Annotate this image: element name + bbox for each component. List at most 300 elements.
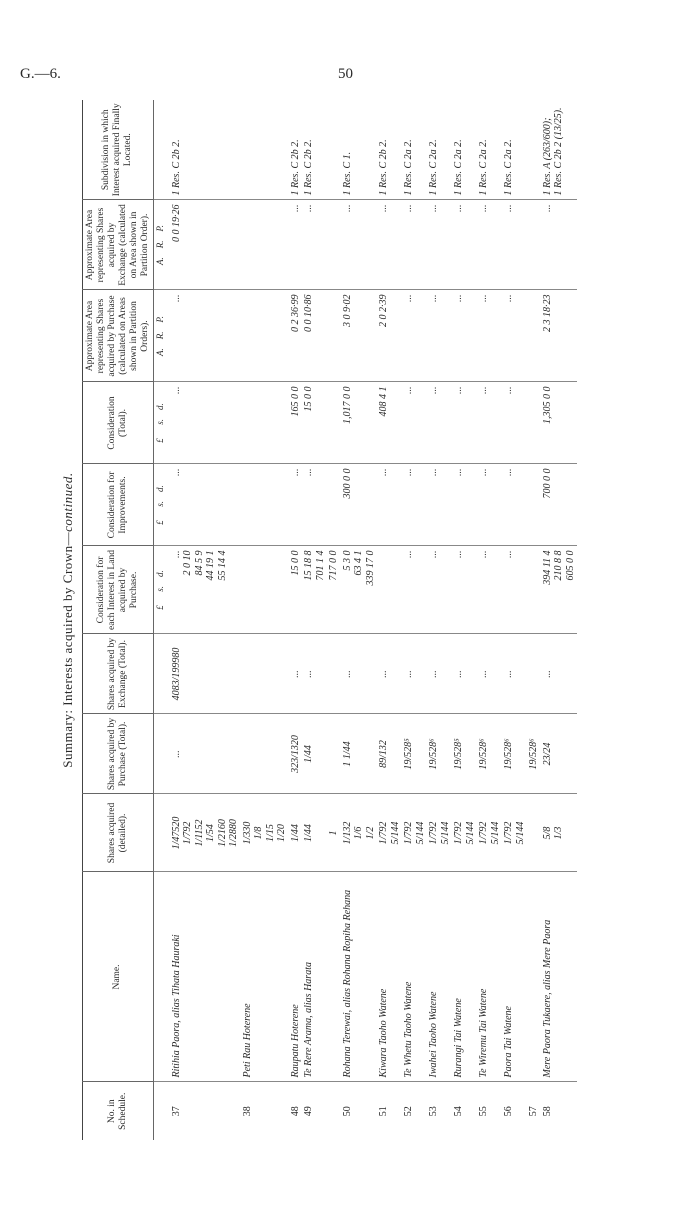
page-number: 50 [338, 66, 353, 82]
cell-shares-detailed [241, 794, 289, 872]
cell-shares-exchange [541, 634, 578, 714]
cell-line: 1/1152 [193, 819, 205, 847]
cell-line: 1 Res. C 2b 2. [170, 139, 182, 196]
cell-shares-exchange [241, 634, 289, 714]
cell-consideration-improvements [241, 464, 289, 546]
cell-line: ... [428, 386, 440, 394]
table-row [502, 100, 527, 1140]
cell-line: 5 3 0 [341, 550, 353, 571]
cell-area-exchange [170, 200, 241, 290]
cell-line: 2 3 18·23 [541, 294, 553, 332]
cell-shares-detailed [427, 794, 452, 872]
cell-schedule-no: 48 [289, 1082, 303, 1140]
table-header-row [83, 100, 154, 1140]
cell-subdivision [327, 100, 341, 200]
cell-consideration-improvements [402, 464, 427, 546]
cell-line: 1/330 [241, 821, 253, 845]
col-header-improvements: Consideration for Improvements. [83, 464, 154, 546]
cell-subdivision [452, 100, 477, 200]
cell-area-exchange [452, 200, 477, 290]
cell-line: 0 0 19·26 [170, 204, 182, 242]
cell-name: Paora Tai Watene [502, 872, 527, 1082]
cell-consideration-total [241, 382, 289, 464]
cell-shares-detailed [477, 794, 502, 872]
cell-consideration-each [452, 546, 477, 634]
table-row [427, 100, 452, 1140]
cell-line: 1 Res. C 1. [341, 151, 353, 196]
cell-line: ... [303, 204, 315, 212]
cell-line: 339 17 0 [364, 550, 376, 586]
cell-consideration-total [541, 382, 578, 464]
cell-line: 1 Res. C 2a 2. [428, 139, 440, 196]
cell-consideration-improvements [427, 464, 452, 546]
cell-line: ... [453, 204, 465, 212]
cell-shares-exchange [427, 634, 452, 714]
cell-consideration-improvements [527, 464, 541, 546]
cell-schedule-no: 56 [502, 1082, 527, 1140]
cell-area-purchase [477, 290, 502, 382]
cell-line: ... [170, 468, 182, 476]
cell-consideration-total [289, 382, 303, 464]
cell-line: 5/144 [464, 821, 476, 845]
cell-line: 19/528⁶ [503, 738, 515, 770]
table-title [60, 100, 82, 1140]
cell-line: 1,017 0 0 [341, 386, 353, 424]
cell-line: ... [170, 550, 182, 558]
cell-consideration-total [477, 382, 502, 464]
cell-line: 89/132 [378, 740, 390, 768]
cell-line: 5/144 [439, 821, 451, 845]
cell-consideration-each [327, 546, 341, 634]
cell-line: 5/144 [489, 821, 501, 845]
cell-shares-detailed [402, 794, 427, 872]
cell-area-exchange [477, 200, 502, 290]
table-row [541, 100, 578, 1140]
cell-line: 19/528⁵ [453, 738, 465, 770]
cell-line: 700 0 0 [541, 468, 553, 499]
cell-consideration-each [302, 546, 327, 634]
cell-shares-exchange [527, 634, 541, 714]
cell-consideration-each [427, 546, 452, 634]
cell-line: ... [478, 204, 490, 212]
cell-shares-purchase [170, 714, 241, 794]
cell-line: 1/132 [341, 821, 353, 845]
unit-money-each: £ s. d. [153, 546, 170, 634]
unit-area-purchase: A. R. P. [153, 290, 170, 382]
cell-consideration-each [402, 546, 427, 634]
cell-consideration-each [289, 546, 303, 634]
cell-line: 1/54 [205, 824, 217, 842]
cell-line: 1 Res. C 2a 2. [403, 139, 415, 196]
cell-shares-detailed [527, 794, 541, 872]
units-row [153, 100, 170, 1140]
cell-subdivision [302, 100, 327, 200]
cell-area-purchase [427, 290, 452, 382]
cell-area-purchase [327, 290, 341, 382]
cell-line: ... [341, 670, 353, 678]
cell-shares-exchange [502, 634, 527, 714]
cell-line: ... [503, 670, 515, 678]
cell-area-purchase [302, 290, 327, 382]
cell-line: 0 0 10·86 [303, 294, 315, 332]
cell-line: 1/792 [378, 821, 390, 845]
table-title-main: Summary: Interests acquired by Crown— [60, 531, 75, 768]
cell-consideration-improvements [302, 464, 327, 546]
cell-consideration-total [402, 382, 427, 464]
cell-consideration-total [452, 382, 477, 464]
cell-line: ... [170, 386, 182, 394]
cell-line: 5/144 [389, 821, 401, 845]
cell-line: 84 5 9 [193, 550, 205, 576]
col-header-total: Consideration (Total). [83, 382, 154, 464]
cell-line: 5/144 [414, 821, 426, 845]
cell-line: 2 0 10 [182, 550, 194, 576]
cell-consideration-total [302, 382, 327, 464]
cell-shares-purchase [302, 714, 327, 794]
cell-line: 408 4 1 [378, 386, 390, 417]
cell-name: Ritihia Paora, alias Tihata Hauraki [170, 872, 241, 1082]
cell-line: ... [453, 670, 465, 678]
cell-line: 1/792 [453, 821, 465, 845]
cell-schedule-no: 49 [302, 1082, 327, 1140]
cell-line: ... [403, 294, 415, 302]
cell-shares-detailed [170, 794, 241, 872]
table-row [302, 100, 327, 1140]
cell-line: ... [403, 550, 415, 558]
cell-consideration-each [527, 546, 541, 634]
cell-line: 1 Res. C 2a 2. [453, 139, 465, 196]
cell-subdivision [477, 100, 502, 200]
col-header-exchange: Shares acquired by Exchange (Total). [83, 634, 154, 714]
cell-shares-purchase [241, 714, 289, 794]
cell-line: 19/528⁶ [478, 738, 490, 770]
cell-name: Kiwara Taoho Watene [377, 872, 402, 1082]
cell-line: ... [428, 294, 440, 302]
cell-line: ... [428, 670, 440, 678]
cell-schedule-no: 38 [241, 1082, 289, 1140]
table-row [289, 100, 303, 1140]
cell-area-purchase [527, 290, 541, 382]
table-row [170, 100, 241, 1140]
cell-line: ... [453, 294, 465, 302]
cell-subdivision [341, 100, 378, 200]
cell-subdivision [170, 100, 241, 200]
cell-shares-exchange [341, 634, 378, 714]
cell-line: ... [403, 204, 415, 212]
cell-schedule-no: 52 [402, 1082, 427, 1140]
cell-area-exchange [541, 200, 578, 290]
cell-consideration-total [502, 382, 527, 464]
cell-line: 300 0 0 [341, 468, 353, 499]
cell-shares-detailed [302, 794, 327, 872]
cell-line: ... [503, 550, 515, 558]
cell-line: 1 Res. C 2a 2. [503, 139, 515, 196]
cell-shares-purchase [402, 714, 427, 794]
cell-name: Rohana Terewai, alias Rohana Ropiha Rehana [341, 872, 378, 1082]
col-header-purchase: Shares acquired by Purchase (Total). [83, 714, 154, 794]
cell-area-purchase [402, 290, 427, 382]
cell-line: 1/44 [303, 745, 315, 763]
cell-name: Iwahei Taoho Watene [427, 872, 452, 1082]
cell-subdivision [427, 100, 452, 200]
cell-shares-exchange [377, 634, 402, 714]
cell-area-purchase [170, 290, 241, 382]
cell-line: 323/1320 [289, 735, 301, 773]
cell-consideration-total [327, 382, 341, 464]
cell-line: ... [478, 468, 490, 476]
cell-area-purchase [289, 290, 303, 382]
table-row [341, 100, 378, 1140]
cell-shares-exchange [289, 634, 303, 714]
cell-area-purchase [341, 290, 378, 382]
cell-line: ... [478, 386, 490, 394]
cell-area-purchase [452, 290, 477, 382]
cell-subdivision [289, 100, 303, 200]
cell-line: ... [428, 204, 440, 212]
table-row [477, 100, 502, 1140]
cell-line: 1/792 [428, 821, 440, 845]
cell-line: 1/2880 [228, 819, 240, 847]
cell-line: ... [541, 204, 553, 212]
cell-line: 1/20 [276, 824, 288, 842]
cell-name: Te Whetu Taoho Watene [402, 872, 427, 1082]
cell-name: Rurangi Tai Watene [452, 872, 477, 1082]
cell-line: 63 4 1 [353, 550, 365, 576]
cell-line: 4083/199980 [170, 647, 182, 701]
cell-line: ... [453, 468, 465, 476]
cell-line: 1/6 [353, 826, 365, 840]
cell-shares-purchase [341, 714, 378, 794]
cell-consideration-improvements [477, 464, 502, 546]
cell-line: ... [403, 386, 415, 394]
cell-area-exchange [402, 200, 427, 290]
cell-line: 23/24 [541, 742, 553, 766]
unit-area-exchange: A. R. P. [153, 200, 170, 290]
cell-consideration-improvements [170, 464, 241, 546]
cell-shares-detailed [341, 794, 378, 872]
col-header-name: Name. [83, 872, 154, 1082]
cell-line: 1/792 [403, 821, 415, 845]
cell-area-exchange [527, 200, 541, 290]
cell-line: ... [341, 204, 353, 212]
cell-shares-exchange [170, 634, 241, 714]
col-header-each: Consideration for each Interest in Land acquired by Purchase. [83, 546, 154, 634]
cell-line: ... [403, 468, 415, 476]
cell-line: 44 19 1 [205, 550, 217, 581]
cell-area-exchange [341, 200, 378, 290]
cell-line: 165 0 0 [289, 386, 301, 417]
rotated-summary-table-region [60, 100, 640, 1140]
cell-shares-detailed [327, 794, 341, 872]
cell-line: ... [289, 204, 301, 212]
cell-schedule-no [327, 1082, 341, 1140]
cell-line: 1/2 [364, 826, 376, 840]
cell-shares-purchase [289, 714, 303, 794]
cell-schedule-no: 54 [452, 1082, 477, 1140]
cell-consideration-total [377, 382, 402, 464]
cell-line: ... [303, 468, 315, 476]
cell-area-purchase [502, 290, 527, 382]
cell-consideration-improvements [289, 464, 303, 546]
cell-line: 3 0 9·02 [341, 294, 353, 327]
cell-shares-exchange [452, 634, 477, 714]
cell-name: Raupatu Hoterene [289, 872, 303, 1082]
cell-name [527, 872, 541, 1082]
cell-consideration-improvements [452, 464, 477, 546]
cell-line: ... [378, 468, 390, 476]
interests-table [82, 100, 577, 1140]
table-row [327, 100, 341, 1140]
cell-line: ... [478, 294, 490, 302]
cell-consideration-each [477, 546, 502, 634]
cell-line: 1/8 [253, 826, 265, 840]
cell-shares-purchase [427, 714, 452, 794]
cell-line: ... [453, 386, 465, 394]
cell-consideration-each [170, 546, 241, 634]
cell-consideration-each [541, 546, 578, 634]
cell-line: 1 Res. A (263/600); [541, 117, 553, 196]
cell-line: 1,305 0 0 [541, 386, 553, 424]
cell-shares-detailed [289, 794, 303, 872]
cell-shares-purchase [527, 714, 541, 794]
table-row [527, 100, 541, 1140]
cell-consideration-total [427, 382, 452, 464]
cell-schedule-no: 51 [377, 1082, 402, 1140]
cell-area-purchase [377, 290, 402, 382]
cell-line: 701 1 4 [314, 550, 326, 581]
table-row [377, 100, 402, 1140]
cell-shares-exchange [327, 634, 341, 714]
cell-schedule-no: 53 [427, 1082, 452, 1140]
cell-line: 1 Res. C 2b 2 (13/25). [553, 107, 565, 196]
cell-consideration-improvements [327, 464, 341, 546]
cell-line: 605 0 0 [564, 550, 576, 581]
cell-consideration-improvements [341, 464, 378, 546]
cell-schedule-no: 55 [477, 1082, 502, 1140]
unit-money-improve: £ s. d. [153, 464, 170, 546]
cell-line: 1/792 [182, 821, 194, 845]
cell-line: 1/792 [503, 821, 515, 845]
cell-line: 1 1/44 [341, 741, 353, 767]
cell-line: 1/47520 [170, 816, 182, 850]
cell-shares-purchase [541, 714, 578, 794]
cell-line: 5/8 [541, 826, 553, 840]
cell-line: 1 Res. C 2b 2. [378, 139, 390, 196]
cell-subdivision [241, 100, 289, 200]
cell-line: ... [478, 670, 490, 678]
cell-area-purchase [541, 290, 578, 382]
cell-shares-detailed [541, 794, 578, 872]
col-header-area-exchange: Approximate Area representing Shares acquired by Exchange (calculated on Area shown in Partition Order). [83, 200, 154, 290]
cell-line: 1/15 [264, 824, 276, 842]
cell-line: ... [170, 750, 182, 758]
col-header-no: No. in Schedule. [83, 1082, 154, 1140]
cell-line: 15 0 0 [303, 386, 315, 412]
cell-area-exchange [377, 200, 402, 290]
cell-consideration-improvements [377, 464, 402, 546]
cell-shares-purchase [502, 714, 527, 794]
cell-schedule-no: 58 [541, 1082, 578, 1140]
cell-shares-purchase [477, 714, 502, 794]
cell-shares-exchange [477, 634, 502, 714]
table-row [402, 100, 427, 1140]
cell-line: 717 0 0 [328, 550, 340, 581]
cell-name: Te Wiremu Tai Watene [477, 872, 502, 1082]
table-row [452, 100, 477, 1140]
col-header-detailed: Shares acquired (detailed). [83, 794, 154, 872]
cell-line: 1/3 [553, 826, 565, 840]
cell-area-exchange [289, 200, 303, 290]
cell-subdivision [502, 100, 527, 200]
cell-shares-exchange [302, 634, 327, 714]
cell-consideration-each [502, 546, 527, 634]
cell-line: ... [403, 670, 415, 678]
cell-line: ... [503, 386, 515, 394]
cell-name: Peti Rau Hoterene [241, 872, 289, 1082]
cell-shares-purchase [327, 714, 341, 794]
cell-line: 1/2160 [216, 819, 228, 847]
cell-line: 5/144 [514, 821, 526, 845]
cell-line: 1 Res. C 2a 2. [478, 139, 490, 196]
cell-consideration-improvements [541, 464, 578, 546]
table-row [241, 100, 289, 1140]
cell-line: 55 14 4 [216, 550, 228, 581]
cell-consideration-each [377, 546, 402, 634]
cell-line: ... [428, 550, 440, 558]
cell-area-exchange [502, 200, 527, 290]
cell-area-exchange [327, 200, 341, 290]
cell-consideration-each [341, 546, 378, 634]
document-reference: G.—6. [20, 66, 61, 82]
cell-line: ... [378, 204, 390, 212]
table-title-italic: continued. [60, 472, 75, 532]
cell-area-exchange [302, 200, 327, 290]
cell-line: 15 18 8 [303, 550, 315, 581]
cell-consideration-total [170, 382, 241, 464]
cell-name: Mere Paora Tukaere, alias Mere Paora [541, 872, 578, 1082]
cell-line: 394 11 4 [541, 550, 553, 585]
cell-subdivision [377, 100, 402, 200]
cell-line: ... [378, 670, 390, 678]
cell-line: ... [503, 294, 515, 302]
cell-line: 1/792 [478, 821, 490, 845]
cell-schedule-no: 37 [170, 1082, 241, 1140]
cell-line: 19/528⁵ [403, 738, 415, 770]
col-header-subdivision: Subdivision in which Interest acquired Finally Located. [83, 100, 154, 200]
cell-area-exchange [241, 200, 289, 290]
cell-line: ... [428, 468, 440, 476]
cell-shares-purchase [452, 714, 477, 794]
cell-line: 19/528⁶ [428, 738, 440, 770]
cell-line: ... [503, 468, 515, 476]
cell-area-purchase [241, 290, 289, 382]
cell-subdivision [402, 100, 427, 200]
cell-name: Te Rere Arama, alias Harata [302, 872, 327, 1082]
cell-area-exchange [427, 200, 452, 290]
cell-shares-detailed [377, 794, 402, 872]
cell-shares-purchase [377, 714, 402, 794]
cell-line: ... [541, 670, 553, 678]
cell-line: 1/44 [289, 824, 301, 842]
cell-line: ... [503, 204, 515, 212]
cell-line: 1 Res. C 2b 2. [303, 139, 315, 196]
cell-line: ... [289, 670, 301, 678]
cell-line: ... [289, 468, 301, 476]
cell-line: ... [453, 550, 465, 558]
cell-line: 15 0 0 [289, 550, 301, 576]
cell-line: 2 0 2·39 [378, 294, 390, 327]
cell-line: 1 [328, 830, 340, 836]
